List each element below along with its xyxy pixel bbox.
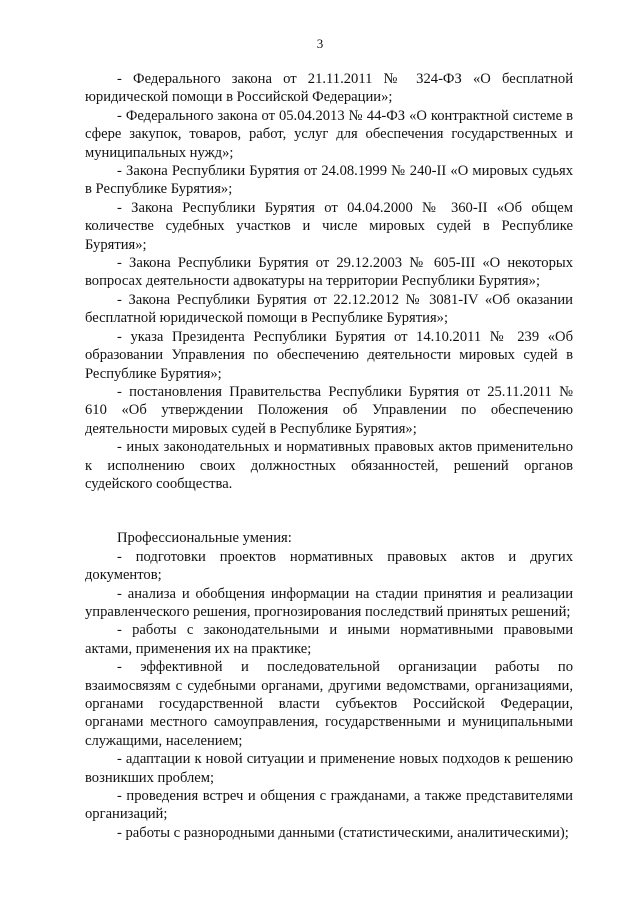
legal-act-item: - Федерального закона от 05.04.2013 № 44-ФЗ «О контрактной системе в сфере закупок, товаров, работ, услуг для обеспечения государственных и муниципальных нужд»; <box>85 107 573 161</box>
skill-item: - подготовки проектов нормативных правовых актов и других документов; <box>85 548 573 584</box>
skills-heading: Профессиональные умения: <box>117 530 292 547</box>
skill-item: - эффективной и последовательной организации работы по взаимосвязям с судебными органами, другими ведомствами, организациями, органами государственной власти субъектов Российской Федерации, органами местного самоуправления, государственными и муниципальными служащими, населением; <box>85 659 573 749</box>
legal-act-item: - Федерального закона от 21.11.2011 № 324-ФЗ «О бесплатной юридической помощи в Российской Федерации»; <box>85 71 573 106</box>
skill-item: - анализа и обобщения информации на стадии принятия и реализации управленческого решения, прогнозирования последствий принятых решений; <box>85 585 573 620</box>
page-number: 3 <box>316 36 324 51</box>
skill-item: - работы с разнородными данными (статистическими, аналитическими); <box>117 824 569 841</box>
legal-acts-list <box>85 70 573 493</box>
legal-act-item: - Закона Республики Бурятия от 22.12.2012 № 3081-IV «Об оказании бесплатной юридической помощи в Республике Бурятия»; <box>85 291 573 327</box>
skills-list <box>85 548 573 843</box>
document-body <box>85 70 573 842</box>
section-spacer <box>85 493 573 529</box>
skill-item: - работы с законодательными и иными нормативными правовыми актами, применения их на практике; <box>85 622 573 657</box>
skill-item: - адаптации к новой ситуации и применение новых подходов к решению возникших проблем; <box>85 751 573 786</box>
legal-act-item: - указа Президента Республики Бурятия от 14.10.2011 № 239 «Об образовании Управления по обеспечению деятельности мировых судей в Республике Бурятия»; <box>85 328 573 382</box>
skill-item: - проведения встреч и общения с гражданами, а также представителями организаций; <box>85 788 573 823</box>
legal-act-item: - Закона Республики Бурятия от 24.08.1999 № 240-II «О мировых судьях в Республике Бурятия»; <box>85 163 573 198</box>
legal-act-item: - постановления Правительства Республики Бурятия от 25.11.2011 № 610 «Об утверждении Положения об Управлении по обеспечению деятельности мировых судей в Республике Бурятия»; <box>85 383 573 437</box>
legal-act-item: - Закона Республики Бурятия от 04.04.2000 № 360-II «Об общем количестве судебных участков и числе мировых судей в Республике Бурятия»; <box>85 199 573 253</box>
legal-act-item: - Закона Республики Бурятия от 29.12.2003 № 605-III «О некоторых вопросах деятельности адвокатуры на территории Республики Бурятия»; <box>85 255 573 290</box>
legal-act-item: - иных законодательных и нормативных правовых актов применительно к исполнению своих должностных обязанностей, решений органов судейского сообщества. <box>85 439 573 492</box>
